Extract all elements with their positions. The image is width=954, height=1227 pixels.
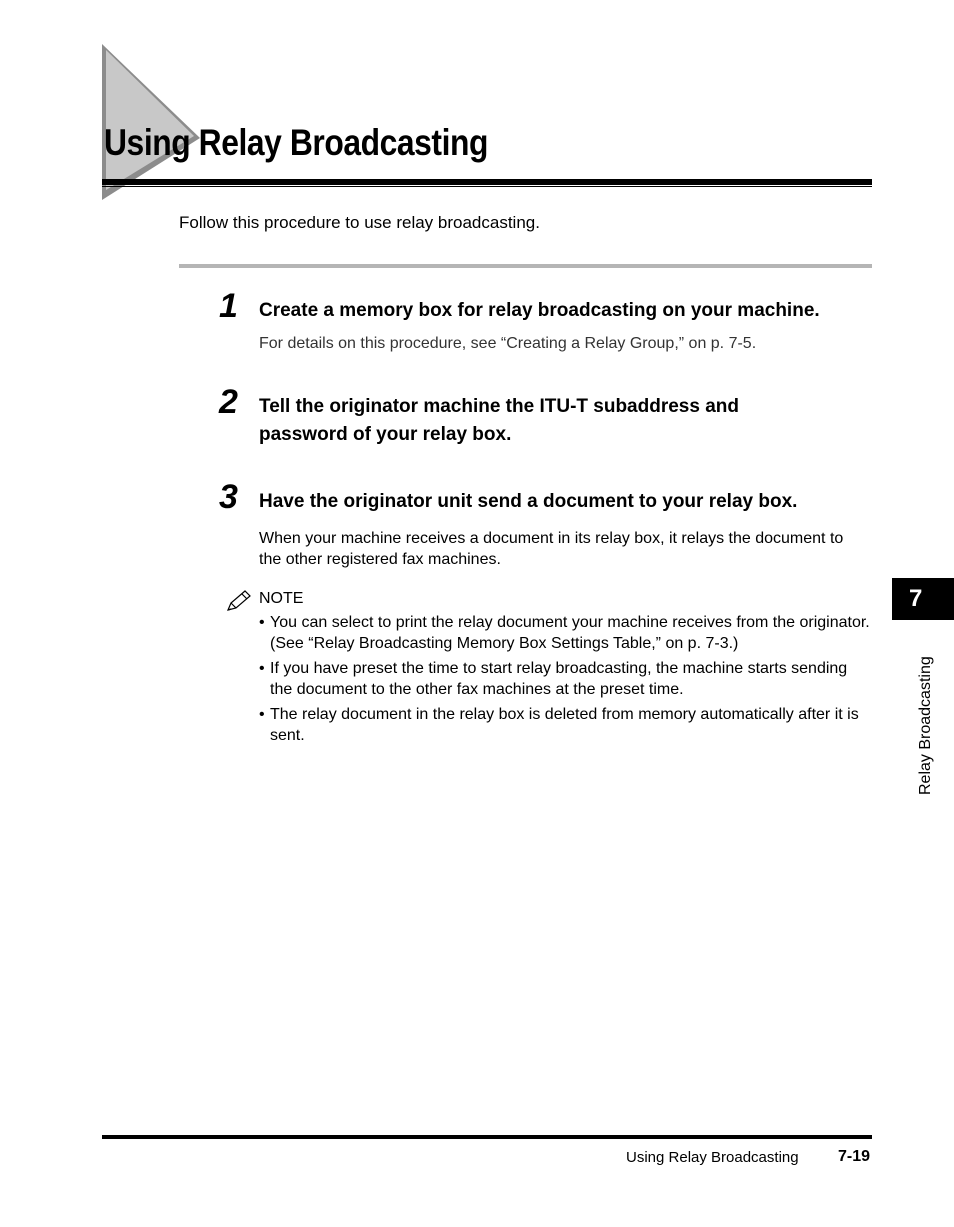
- step-3-number: 3: [219, 478, 238, 516]
- step-2-number: 2: [219, 383, 238, 421]
- note-label: NOTE: [259, 590, 304, 607]
- note-item-text: You can select to print the relay document your machine receives from the originator. (See “Relay Broadcasting Memory Box Settings Table,” on p. 7-3.): [270, 614, 870, 652]
- note-item-text: The relay document in the relay box is deleted from memory automatically after it is sent.: [270, 706, 859, 744]
- note-item: [259, 704, 873, 746]
- step-3-heading: Have the originator unit send a document to your relay box.: [259, 491, 798, 512]
- pencil-icon: [225, 589, 253, 613]
- section-divider: [179, 264, 872, 268]
- note-item: [259, 658, 873, 700]
- step-1-number: 1: [219, 287, 238, 325]
- chapter-side-label: Relay Broadcasting: [917, 656, 934, 795]
- page-number: 7-19: [838, 1148, 871, 1165]
- page-title: Using Relay Broadcasting: [104, 122, 489, 163]
- bullet: •: [259, 614, 265, 631]
- footer-rule: [102, 1135, 872, 1139]
- step-1-heading: Create a memory box for relay broadcasting on your machine.: [259, 300, 820, 321]
- bullet: •: [259, 706, 265, 723]
- chapter-tab: 7: [892, 578, 954, 620]
- title-rule-thin: [102, 186, 872, 187]
- step-2-heading: Tell the originator machine the ITU-T subaddress and password of your relay box.: [259, 396, 739, 445]
- title-rule: [102, 179, 872, 185]
- step-3-body: When your machine receives a document in its relay box, it relays the document to the other registered fax machines.: [259, 530, 844, 568]
- note-item-text: If you have preset the time to start relay broadcasting, the machine starts sending the document to the other fax machines at the preset time.: [270, 660, 848, 698]
- note-list: [259, 612, 873, 750]
- intro-text: Follow this procedure to use relay broadcasting.: [179, 213, 540, 232]
- step-1-body: For details on this procedure, see “Creating a Relay Group,” on p. 7-5.: [259, 335, 757, 352]
- note-item: [259, 612, 873, 654]
- footer-section-title: Using Relay Broadcasting: [626, 1149, 799, 1166]
- bullet: •: [259, 660, 265, 677]
